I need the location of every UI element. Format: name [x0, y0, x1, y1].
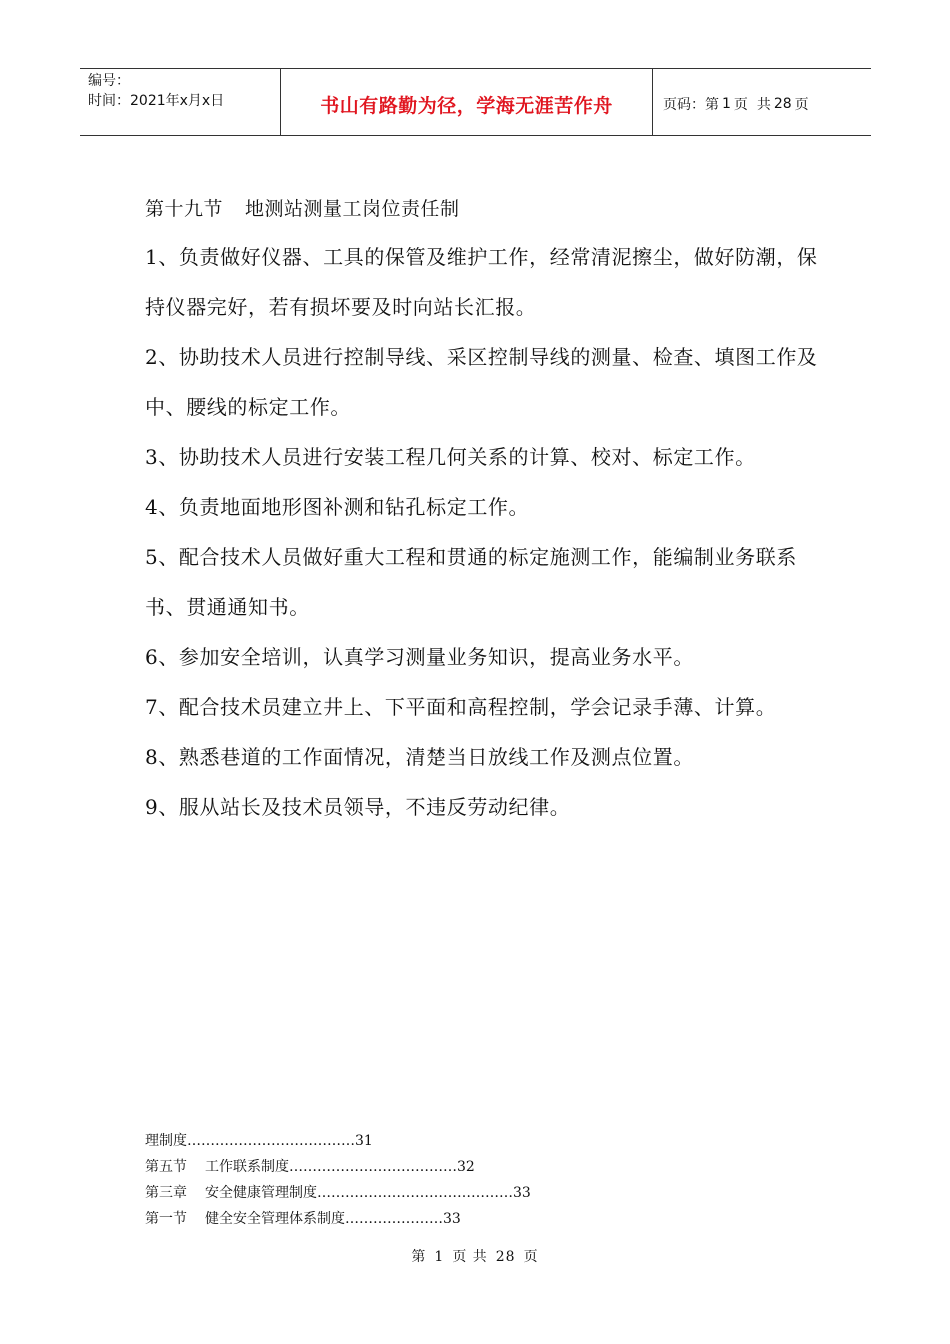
- document-body: [145, 190, 825, 832]
- toc-page: 33: [443, 1211, 461, 1227]
- toc-number: 第三章: [145, 1185, 187, 1201]
- list-item: 9、服从站长及技术员领导，不违反劳动纪律。: [145, 795, 571, 819]
- page-footer: [0, 1246, 950, 1266]
- toc-number: 第一节: [145, 1211, 187, 1227]
- toc-dots: ………………………………: [187, 1133, 355, 1149]
- list-item: 3、协助技术人员进行安装工程几何关系的计算、校对、标定工作。: [145, 445, 756, 469]
- page-mid: 页 共: [733, 97, 771, 113]
- footer-prefix: 第: [411, 1249, 427, 1265]
- page-total: 28: [773, 96, 792, 112]
- footer-mid: 页 共: [452, 1249, 488, 1265]
- page-current: 1: [722, 96, 731, 112]
- time-label: 时间：2021年x月x日: [88, 93, 225, 109]
- toc-title: 理制度: [145, 1133, 187, 1149]
- serial-label: 编号：: [88, 73, 130, 89]
- list-item: 4、负责地面地形图补测和钻孔标定工作。: [145, 495, 530, 519]
- toc-entry: [145, 1206, 531, 1232]
- page-header: [80, 68, 871, 136]
- toc-entry: [145, 1128, 531, 1154]
- toc-dots: ……………………………………: [317, 1185, 513, 1201]
- toc-title: 工作联系制度: [205, 1159, 289, 1175]
- header-meta-cell: [80, 69, 281, 135]
- toc-title: 健全安全管理体系制度: [205, 1211, 345, 1227]
- footer-current: 1: [434, 1249, 445, 1265]
- list-item: 5、配合技术人员做好重大工程和贯通的标定施测工作，能编制业务联系书、贯通通知书。: [145, 545, 797, 619]
- toc-entry: [145, 1180, 531, 1206]
- motto-text: 书山有路勤为径，学海无涯苦作舟: [320, 94, 613, 117]
- list-item: 6、参加安全培训，认真学习测量业务知识，提高业务水平。: [145, 645, 694, 669]
- page-prefix: 页码：第: [663, 97, 719, 113]
- header-motto-cell: [281, 69, 653, 135]
- toc-title: 安全健康管理制度: [205, 1185, 317, 1201]
- list-item: 2、协助技术人员进行控制导线、采区控制导线的测量、检查、填图工作及中、腰线的标定工作。: [145, 345, 818, 419]
- list-item: 8、熟悉巷道的工作面情况，清楚当日放线工作及测点位置。: [145, 745, 694, 769]
- toc-page: 32: [457, 1159, 475, 1175]
- footer-suffix: 页: [523, 1249, 539, 1265]
- page-suffix: 页: [794, 97, 809, 113]
- toc-page: 33: [513, 1185, 531, 1201]
- section-heading: [145, 190, 825, 228]
- list-item: 7、配合技术员建立井上、下平面和高程控制，学会记录手薄、计算。: [145, 695, 777, 719]
- toc-fragment: [145, 1128, 531, 1232]
- toc-entry: [145, 1154, 531, 1180]
- toc-dots: …………………: [345, 1211, 443, 1227]
- toc-dots: ………………………………: [289, 1159, 457, 1175]
- header-page-cell: [653, 69, 871, 135]
- list-item: 1、负责做好仪器、工具的保管及维护工作，经常清泥擦尘，做好防潮，保持仪器完好，若有损坏要及时向站长汇报。: [145, 245, 818, 319]
- toc-page: 31: [355, 1133, 373, 1149]
- section-title: 地测站测量工岗位责任制: [245, 198, 460, 220]
- toc-number: 第五节: [145, 1159, 187, 1175]
- section-number: 第十九节: [145, 198, 224, 220]
- footer-total: 28: [495, 1249, 516, 1265]
